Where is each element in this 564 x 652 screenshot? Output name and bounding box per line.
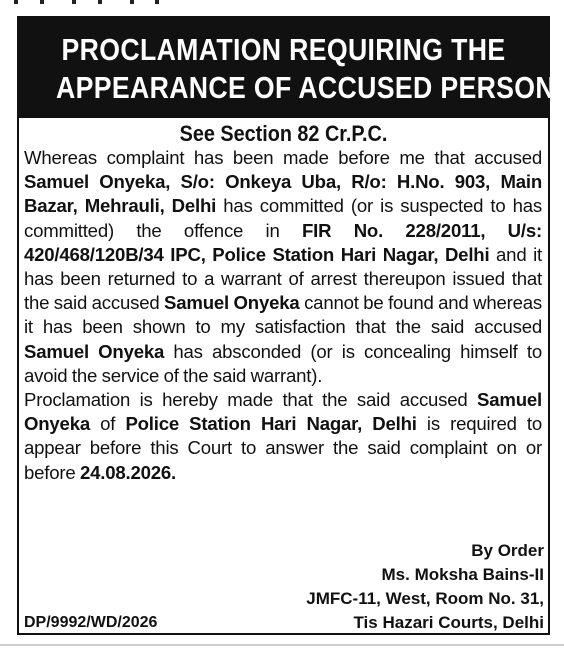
paragraph-proclamation [24,388,542,485]
text-run: cannot be found and whereas it has been shown to my satisfaction that the said accused [24,292,542,338]
page-divider [0,644,564,646]
accused-name: Samuel Onyeka [164,292,300,314]
section-reference: See Section 82 Cr.P.C. [179,121,388,146]
text-run: is required to appear before this Court to answer the said complaint on or before [24,413,542,483]
text-run: Proclamation is hereby made that the said accused [24,389,478,411]
text-run: has absconded (or is concealing himself to avoid the service of the said warrant). [24,340,542,386]
accused-name: Samuel Onyeka [24,389,542,435]
accused-name: Samuel Onyeka [24,340,165,362]
magistrate-name: Ms. Moksha Bains-II [381,565,544,584]
text-run: and it has been returned to a warrant of arrest thereupon issued that the said accused [24,243,542,314]
title-line-2: APPEARANCE OF ACCUSED PERSON [56,70,555,105]
accused-details: Samuel Onyeka, S/o: Onkeya Uba, R/o: H.No. 903, Main Bazar, Mehrauli, Delhi [24,171,542,217]
appearance-date: 24.08.2026. [80,461,177,483]
by-order: By Order [471,541,544,560]
reference-code: DP/9992/WD/2026 [24,614,158,631]
signature-block [306,539,544,635]
title-banner [19,18,555,118]
title-line-1: PROCLAMATION REQUIRING THE [61,32,506,67]
fir-details: FIR No. 228/2011, U/s: 420/468/120B/34 IPC, Police Station Hari Nagar, Delhi [24,219,542,265]
text-run: of [90,413,126,435]
court-name: Tis Hazari Courts, Delhi [353,613,544,632]
text-run: Whereas complaint has been made before me that accused [24,147,542,168]
police-station: Police Station Hari Nagar, Delhi [125,413,417,435]
text-run: has committed (or is suspected to has committed) the offence in [24,195,543,241]
notice-body [19,146,548,485]
magistrate-designation: JMFC-11, West, Room No. 31, [306,589,544,608]
paragraph-complaint [24,146,542,388]
proclamation-notice [17,16,555,635]
clipped-previous-notice-edge [0,0,564,6]
